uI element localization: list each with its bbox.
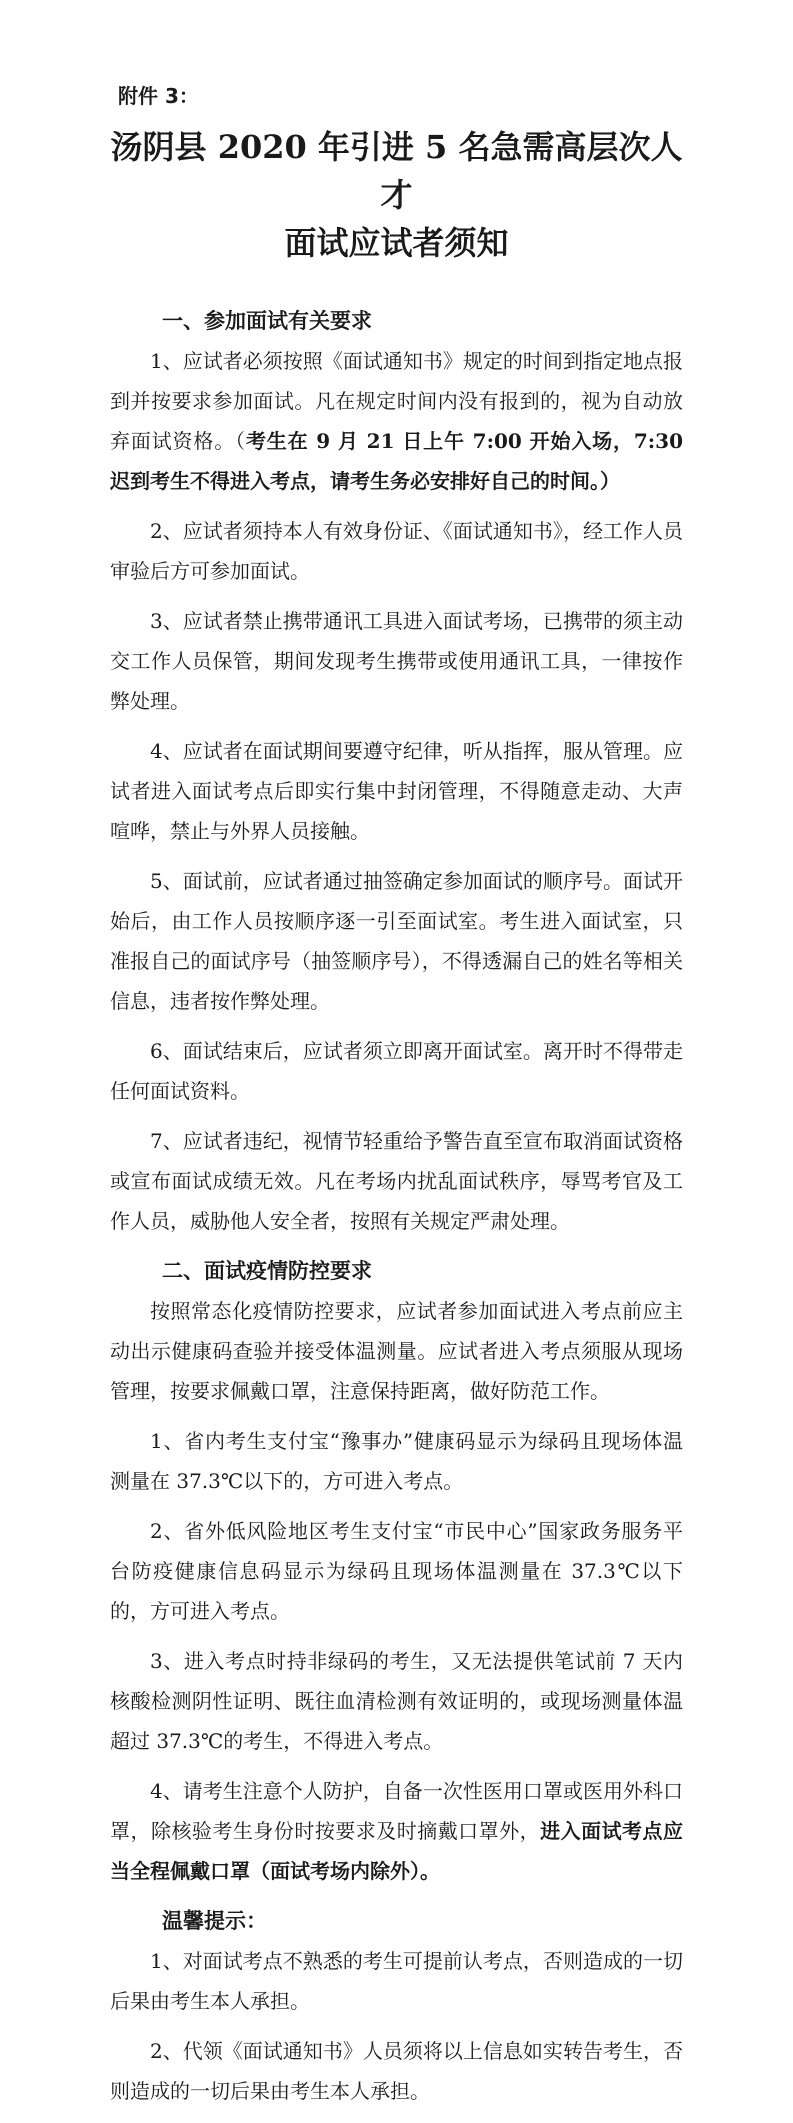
section-heading: 温馨提示： (162, 1909, 267, 1933)
section-heading: 二、面试疫情防控要求 (162, 1259, 372, 1283)
bold-notice: 考生在 9 月 21 日上午 7:00 开始入场，7:30 迟到考生不得进入考点，请考生务必安排好自己的时间。 (110, 429, 683, 493)
paragraph: 按照常态化疫情防控要求，应试者参加面试进入考点前应主动出示健康码查验并接受体温测量。应试者进入考点须服从现场管理，按要求佩戴口罩，注意保持距离，做好防范工作。 (110, 1299, 683, 1403)
paragraph: 3、应试者禁止携带通讯工具进入面试考场，已携带的须主动交工作人员保管，期间发现考生携带或使用通讯工具，一律按作弊处理。 (110, 609, 683, 713)
paragraph: 4、应试者在面试期间要遵守纪律，听从指挥，服从管理。应试者进入面试考点后即实行集中封闭管理，不得随意走动、大声喧哗，禁止与外界人员接触。 (110, 739, 683, 843)
paragraph (110, 341, 683, 501)
bold-notice: 进入面试考点应当全程佩戴口罩（面试考场内除外）。 (110, 1819, 684, 1883)
section-tips (110, 1901, 683, 2111)
paragraph: 1、省内考生支付宝“豫事办”健康码显示为绿码且现场体温测量在 37.3℃以下的，方可进入考点。 (110, 1429, 683, 1493)
paragraph: 6、面试结束后，应试者须立即离开面试室。离开时不得带走任何面试资料。 (110, 1039, 683, 1103)
attachment-label: 附件 3： (118, 84, 199, 108)
paragraph: 7、应试者违纪，视情节轻重给予警告直至宣布取消面试资格或宣布面试成绩无效。凡在考场内扰乱面试秩序，辱骂考官及工作人员，威胁他人安全者，按照有关规定严肃处理。 (110, 1129, 683, 1233)
paragraph-text: ） (600, 469, 620, 493)
title-line-1: 汤阴县 2020 年引进 5 名急需高层次人才 (110, 128, 683, 214)
paragraph: 3、进入考点时持非绿码的考生，又无法提供笔试前 7 天内核酸检测阴性证明、既往血清检测有效证明的，或现场测量体温超过 37.3℃的考生，不得进入考点。 (110, 1649, 683, 1753)
paragraph-text: 4、请考生注意个人防护，自备一次性医用口罩或医用外科口罩，除核验考生身份时按要求及时摘戴口罩外， (110, 1779, 683, 1843)
paragraph: 2、省外低风险地区考生支付宝“市民中心”国家政务服务平台防疫健康信息码显示为绿码且现场体温测量在 37.3℃以下的，方可进入考点。 (110, 1519, 683, 1623)
paragraph: 5、面试前，应试者通过抽签确定参加面试的顺序号。面试开始后，由工作人员按顺序逐一引至面试室。考生进入面试室，只准报自己的面试序号（抽签顺序号），不得透漏自己的姓名等相关信息，违者按作弊处理。 (110, 869, 683, 1013)
section-epidemic-control (110, 1251, 683, 1891)
section-interview-requirements (110, 301, 683, 1241)
document-title (110, 123, 683, 267)
paragraph: 2、应试者须持本人有效身份证、《面试通知书》，经工作人员审验后方可参加面试。 (110, 519, 683, 583)
paragraph-text: 1、应试者必须按照《面试通知书》规定的时间到指定地点报到并按要求参加面试。凡在规定时间内没有报到的，视为自动放弃面试资格。（ (110, 349, 683, 453)
paragraph: 2、代领《面试通知书》人员须将以上信息如实转告考生，否则造成的一切后果由考生本人承担。 (110, 2039, 683, 2103)
section-heading: 一、参加面试有关要求 (162, 309, 372, 333)
title-line-2: 面试应试者须知 (284, 224, 509, 262)
paragraph (110, 1771, 683, 1891)
paragraph: 1、对面试考点不熟悉的考生可提前认考点，否则造成的一切后果由考生本人承担。 (110, 1949, 683, 2013)
